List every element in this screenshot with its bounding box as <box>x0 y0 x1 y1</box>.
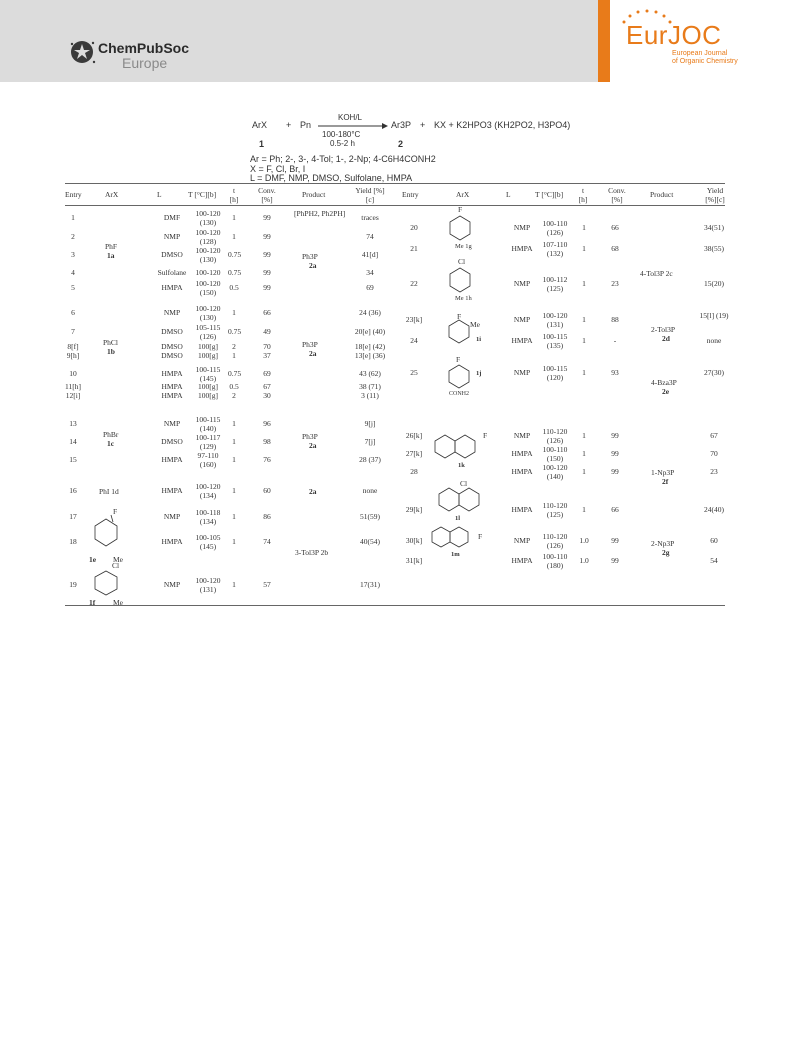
col-header-conv: Conv. [%] <box>258 186 276 204</box>
left-cell-L: DMSO <box>161 342 183 351</box>
left-cell-t: 0.75 <box>228 369 242 378</box>
col-header-arx-right: ArX <box>456 190 470 199</box>
right-cell-conv: 99 <box>611 467 619 476</box>
left-cell-yield: 34 <box>366 268 374 277</box>
left-cell-yield: 41[d] <box>361 250 379 259</box>
right-cell-t: 1 <box>582 336 586 345</box>
left-cell-t: 1 <box>232 512 236 521</box>
right-cell-entry: 25 <box>410 368 418 377</box>
product-2a: 2a <box>309 261 317 270</box>
right-cell-yield: 15[l] (19) <box>699 311 729 320</box>
product-2a-d: 2a <box>309 487 317 496</box>
product-2-np3p: 2-Np3P <box>651 539 675 548</box>
arx-phf: PhF <box>105 242 118 251</box>
right-cell-yield: 23 <box>710 467 718 476</box>
arx-1m-label: 1m <box>451 551 460 558</box>
right-cell-L: NMP <box>513 368 531 377</box>
scheme-label-2: 2 <box>398 139 404 149</box>
right-cell-T: 100-110 (180) <box>542 552 568 570</box>
product-ph3p-b: Ph3P <box>302 340 318 349</box>
left-cell-entry: 19 <box>69 580 77 589</box>
left-cell-entry: 16 <box>69 486 77 495</box>
arx-1i-me: Me <box>470 320 480 329</box>
left-cell-conv: 99 <box>263 213 271 222</box>
scheme-note-x: X = F, Cl, Br, I <box>250 164 306 174</box>
right-cell-conv: 68 <box>611 244 619 253</box>
arx-phbr-id: 1c <box>107 439 115 448</box>
left-cell-entry: 10 <box>69 369 77 378</box>
left-cell-L: HMPA <box>161 369 183 378</box>
right-cell-conv: 88 <box>611 315 619 324</box>
left-cell-T: 100-120 (134) <box>195 482 221 500</box>
journal-subtitle-1: European Journal <box>672 50 728 57</box>
col-header-conv-right: Conv. [%] <box>608 186 626 204</box>
left-cell-conv: 49 <box>263 327 271 336</box>
col-header-yield: Yield [%][c] <box>355 186 385 204</box>
left-cell-conv: 74 <box>263 537 271 546</box>
right-cell-entry: 24 <box>410 336 418 345</box>
left-cell-t: 0.75 <box>228 250 242 259</box>
right-cell-L: NMP <box>513 315 531 324</box>
product-4-bza3p: 4-Bza3P <box>651 378 677 387</box>
left-cell-yield: 24 (36) <box>359 308 381 317</box>
right-product-labels <box>65 205 725 605</box>
left-cell-T: 100-118 (134) <box>195 508 221 526</box>
left-cell-yield: 38 (71) <box>359 382 381 391</box>
right-cell-conv: 99 <box>611 449 619 458</box>
scheme-product: Ar3P <box>391 120 412 130</box>
col-header-time: t [h] <box>229 186 239 204</box>
table-bottom-rule <box>65 605 725 606</box>
right-cell-T: 110-120 (125) <box>542 501 568 519</box>
left-cell-entry: 3 <box>71 250 75 259</box>
left-cell-entry: 13 <box>69 419 77 428</box>
left-cell-t: 1 <box>232 308 236 317</box>
right-cell-yield: 27(30) <box>704 368 724 377</box>
left-cell-yield: 74 <box>366 232 374 241</box>
left-cell-entry: 7 <box>71 327 75 336</box>
left-cell-L: DMF <box>163 213 181 222</box>
left-cell-t: 1 <box>232 437 236 446</box>
product-2-tol3p: 2-Tol3P <box>651 325 676 334</box>
arx-phi: PhI 1d <box>99 487 119 496</box>
left-cell-conv: 76 <box>263 455 271 464</box>
arx-1l-cl: Cl <box>460 479 468 488</box>
arx-1h-label: Me 1h <box>455 295 472 302</box>
left-cell-T: 100-117 (129) <box>195 433 221 451</box>
left-cell-T: 100-115 (145) <box>195 365 221 383</box>
right-cell-entry: 28 <box>410 467 418 476</box>
left-cell-conv: 96 <box>263 419 271 428</box>
right-cell-t: 1 <box>582 449 586 458</box>
left-cell-L: HMPA <box>161 537 183 546</box>
left-cell-T: 100-120 (130) <box>195 304 221 322</box>
right-cell-conv: 99 <box>611 536 619 545</box>
left-cell-T: 100-120 <box>195 268 221 277</box>
scheme-reagent-temp: 100-180°C <box>322 130 361 139</box>
arx-1k-f: F <box>483 431 488 440</box>
arx-phf-id: 1a <box>107 251 115 260</box>
left-cell-conv: 69 <box>263 369 271 378</box>
right-cell-entry: 26[k] <box>405 431 423 440</box>
left-cell-entry: 8[f] <box>67 342 79 351</box>
left-cell-T: 100-120 (128) <box>195 228 221 246</box>
right-cell-entry: 20 <box>410 223 418 232</box>
left-cell-conv: 99 <box>263 283 271 292</box>
right-cell-t: 1 <box>582 467 586 476</box>
right-cell-T: 110-120 (126) <box>542 427 568 445</box>
left-cell-L: HMPA <box>161 382 183 391</box>
left-cell-T: 100[g] <box>198 391 218 400</box>
scheme-plus-2: + <box>420 120 426 130</box>
journal-name: EurJOC <box>626 20 722 50</box>
left-cell-yield: 17(31) <box>360 580 380 589</box>
left-cell-entry: 5 <box>71 283 75 292</box>
left-cell-L: NMP <box>163 580 181 589</box>
right-cell-conv: 23 <box>611 279 619 288</box>
left-cell-entry: 17 <box>69 512 77 521</box>
arx-phcl-id: 1b <box>107 347 115 356</box>
col-header-yield-right: Yield [%][c] <box>705 186 725 204</box>
scheme-reactant-arx: ArX <box>252 120 268 130</box>
scheme-reactant-pn: Pn <box>300 120 312 130</box>
left-cell-T: 100[g] <box>198 382 218 391</box>
product-1-line1: [PhPH2, Ph2PH] <box>294 209 346 218</box>
right-cell-T: 100-110 (126) <box>542 219 568 237</box>
product-3-tol3p: 3-Tol3P 2b <box>295 548 329 557</box>
product-2e: 2e <box>662 387 670 396</box>
left-cell-t: 0.75 <box>228 268 242 277</box>
right-cell-t: 1 <box>582 368 586 377</box>
arx-1i-f: F <box>457 312 462 321</box>
right-cell-conv: 99 <box>611 556 619 565</box>
right-cell-t: 1 <box>582 279 586 288</box>
right-cell-t: 1 <box>582 244 586 253</box>
left-cell-entry: 11[h] <box>65 382 81 391</box>
arx-1g-label: Me 1g <box>455 243 472 250</box>
left-cell-t: 1 <box>232 537 236 546</box>
left-cell-T: 100[g] <box>198 351 218 360</box>
left-cell-conv: 66 <box>263 308 271 317</box>
col-header-entry-right: Entry <box>402 190 419 199</box>
col-header-arx: ArX <box>105 190 119 199</box>
left-cell-T: 100-115 (140) <box>195 415 221 433</box>
left-cell-t: 0.5 <box>229 382 239 391</box>
arx-1e-f: F <box>113 507 118 516</box>
right-cell-entry: 29[k] <box>405 505 423 514</box>
scheme-label-1: 1 <box>259 139 265 149</box>
col-header-temp-right: T [°C][b] <box>535 190 564 199</box>
right-cell-L: NMP <box>513 223 531 232</box>
left-cell-conv: 99 <box>263 232 271 241</box>
right-cell-conv: 93 <box>611 368 619 377</box>
left-cell-entry: 6 <box>71 308 75 317</box>
left-cell-T: 100[g] <box>198 342 218 351</box>
col-header-temp: T [°C][b] <box>188 190 217 199</box>
right-cell-T: 100-120 (131) <box>542 311 568 329</box>
right-cell-yield: 54 <box>710 556 718 565</box>
product-4-tol3p: 4-Tol3P 2c <box>640 269 673 278</box>
arx-1f-id: 1f <box>89 598 96 607</box>
arx-1j-conh2: CONH2 <box>449 391 470 397</box>
right-cell-t: 1 <box>582 315 586 324</box>
col-header-ligand-right: L <box>506 190 511 199</box>
right-cell-entry: 30[k] <box>405 536 423 545</box>
scheme-note-ar: Ar = Ph; 2-, 3-, 4-Tol; 1-, 2-Np; 4-C6H4CONH2 <box>250 154 436 164</box>
right-cell-L: HMPA <box>511 467 533 476</box>
right-cell-L: NMP <box>513 431 531 440</box>
left-cell-T: 100-120 (130) <box>195 209 221 227</box>
table-header-row <box>65 184 725 206</box>
left-cell-t: 2 <box>232 391 236 400</box>
left-cell-yield: 51(59) <box>360 512 380 521</box>
left-cell-yield: 18[e] (42) <box>354 342 386 351</box>
right-cell-t: 1.0 <box>579 556 589 565</box>
left-cell-entry: 14 <box>69 437 77 446</box>
left-cell-T: 100-105 (145) <box>195 533 221 551</box>
arx-1j-label: 1j <box>476 370 482 377</box>
left-cell-t: 1 <box>232 486 236 495</box>
left-cell-conv: 60 <box>263 486 271 495</box>
left-cell-conv: 30 <box>263 391 271 400</box>
right-cell-T: 100-115 (135) <box>542 332 568 350</box>
left-cell-yield: traces <box>361 213 379 222</box>
right-cell-L: HMPA <box>511 556 533 565</box>
left-cell-yield: 20[e] (40) <box>354 327 386 336</box>
left-cell-entry: 15 <box>69 455 77 464</box>
right-cell-entry: 23[k] <box>405 315 423 324</box>
arx-1m-f: F <box>478 532 483 541</box>
left-cell-t: 0.75 <box>228 327 242 336</box>
left-cell-conv: 37 <box>263 351 271 360</box>
product-ph3p-c: Ph3P <box>302 432 318 441</box>
left-cell-entry: 4 <box>71 268 75 277</box>
arx-1f-cl: Cl <box>112 561 120 570</box>
right-cell-yield: 60 <box>710 536 718 545</box>
left-cell-t: 1 <box>232 580 236 589</box>
left-cell-L: Sulfolane <box>157 268 187 277</box>
right-cell-entry: 27[k] <box>405 449 423 458</box>
scheme-byproducts: KX + K2HPO3 (KH2PO2, H3PO4) <box>434 120 571 130</box>
right-cell-L: NMP <box>513 536 531 545</box>
left-cell-entry: 2 <box>71 232 75 241</box>
arx-1e-id: 1e <box>89 555 97 564</box>
product-1-np3p: 1-Np3P <box>651 468 675 477</box>
right-cell-L: HMPA <box>511 244 533 253</box>
left-cell-yield: 7[j] <box>364 437 376 446</box>
left-cell-L: HMPA <box>161 283 183 292</box>
right-cell-T: 107-110 (132) <box>542 240 568 258</box>
left-cell-conv: 86 <box>263 512 271 521</box>
arx-1k-label: 1k <box>458 462 465 469</box>
left-cell-yield: 43 (62) <box>359 369 381 378</box>
journal-subtitle-2: of Organic Chemistry <box>672 58 738 65</box>
col-header-ligand: L <box>157 190 162 199</box>
right-cell-yield: none <box>706 336 722 345</box>
left-cell-t: 1 <box>232 232 236 241</box>
right-cell-entry: 31[k] <box>405 556 423 565</box>
left-cell-T: 105-115 (126) <box>195 323 221 341</box>
right-cell-t: 1.0 <box>579 536 589 545</box>
left-cell-entry: 18 <box>69 537 77 546</box>
left-cell-yield: 13[e] (36) <box>354 351 386 360</box>
left-cell-t: 1 <box>232 419 236 428</box>
arx-1i-label: 1i <box>476 336 482 343</box>
arx-1g-f: F <box>458 205 463 214</box>
right-cell-conv: 66 <box>611 223 619 232</box>
right-cell-yield: 70 <box>710 449 718 458</box>
scheme-reagent-time: 0.5-2 h <box>330 139 355 148</box>
right-cell-entry: 22 <box>410 279 418 288</box>
left-cell-L: DMSO <box>161 351 183 360</box>
reaction-scheme <box>0 0 796 190</box>
scheme-note-l: L = DMF, NMP, DMSO, Sulfolane, HMPA <box>250 173 413 183</box>
right-cell-yield: 67 <box>710 431 718 440</box>
right-cell-L: HMPA <box>511 505 533 514</box>
right-cell-t: 1 <box>582 505 586 514</box>
arx-1f-me: Me <box>113 598 123 607</box>
right-cell-T: 100-120 (140) <box>542 463 568 481</box>
product-2a-b: 2a <box>309 349 317 358</box>
right-cell-conv: 99 <box>611 431 619 440</box>
right-cell-yield: 24(40) <box>704 505 724 514</box>
left-cell-T: 100-120 (130) <box>195 246 221 264</box>
arx-phcl: PhCl <box>103 338 119 347</box>
left-cell-t: 0.5 <box>229 283 239 292</box>
right-cell-conv: - <box>613 336 617 345</box>
left-cell-yield: 28 (37) <box>359 455 381 464</box>
product-2f: 2f <box>662 477 669 486</box>
left-cell-T: 97-110 (160) <box>197 451 219 469</box>
right-cell-L: NMP <box>513 279 531 288</box>
left-cell-yield: 40(54) <box>360 537 380 546</box>
left-cell-L: NMP <box>163 419 181 428</box>
col-header-product: Product <box>302 190 326 199</box>
col-header-entry: Entry <box>65 190 82 199</box>
left-cell-t: 2 <box>232 342 236 351</box>
right-cell-t: 1 <box>582 431 586 440</box>
left-cell-yield: none <box>362 486 378 495</box>
left-cell-L: HMPA <box>161 455 183 464</box>
left-cell-conv: 67 <box>263 382 271 391</box>
left-cell-L: HMPA <box>161 391 183 400</box>
left-cell-t: 1 <box>232 455 236 464</box>
left-cell-yield: 9[j] <box>364 419 376 428</box>
publisher-name: ChemPubSoc <box>98 40 190 56</box>
left-cell-conv: 98 <box>263 437 271 446</box>
left-cell-entry: 1 <box>71 213 75 222</box>
left-cell-t: 1 <box>232 213 236 222</box>
right-cell-L: HMPA <box>511 449 533 458</box>
left-cell-conv: 70 <box>263 342 271 351</box>
product-2g: 2g <box>662 548 670 557</box>
col-header-time-right: t [h] <box>578 186 588 204</box>
left-cell-entry: 9[h] <box>66 351 80 360</box>
col-header-product-right: Product <box>650 190 674 199</box>
right-cell-T: 100-110 (150) <box>542 445 568 463</box>
right-cell-T: 100-112 (125) <box>542 275 568 293</box>
left-cell-L: NMP <box>163 232 181 241</box>
right-cell-T: 100-115 (120) <box>542 364 568 382</box>
arx-1l-label: 1l <box>455 515 461 522</box>
left-cell-yield: 69 <box>366 283 374 292</box>
left-cell-entry: 12[i] <box>65 391 81 400</box>
right-cell-t: 1 <box>582 223 586 232</box>
left-cell-L: DMSO <box>161 327 183 336</box>
left-cell-L: HMPA <box>161 486 183 495</box>
arx-1e-me: Me <box>113 555 123 564</box>
left-cell-L: DMSO <box>161 250 183 259</box>
left-cell-L: NMP <box>163 512 181 521</box>
right-cell-conv: 66 <box>611 505 619 514</box>
left-cell-yield: 3 (11) <box>361 391 379 400</box>
left-cell-T: 100-120 (150) <box>195 279 221 297</box>
left-cell-conv: 99 <box>263 268 271 277</box>
left-cell-L: DMSO <box>161 437 183 446</box>
scheme-plus-1: + <box>286 120 292 130</box>
left-cell-conv: 99 <box>263 250 271 259</box>
product-2a-c: 2a <box>309 441 317 450</box>
left-cell-conv: 57 <box>263 580 271 589</box>
right-cell-L: HMPA <box>511 336 533 345</box>
right-cell-yield: 38(55) <box>704 244 724 253</box>
publisher-region: Europe <box>122 55 168 71</box>
reaction-arrow-icon <box>318 123 388 129</box>
left-cell-L: NMP <box>163 308 181 317</box>
arx-phbr: PhBr <box>103 430 119 439</box>
arx-1j-f: F <box>456 355 461 364</box>
right-cell-T: 110-120 (126) <box>542 532 568 550</box>
right-cell-yield: 34(51) <box>704 223 724 232</box>
product-ph3p: Ph3P <box>302 252 318 261</box>
left-cell-t: 1 <box>232 351 236 360</box>
right-cell-entry: 21 <box>410 244 418 253</box>
scheme-reagent-top: KOH/L <box>338 113 363 122</box>
product-2d: 2d <box>662 334 670 343</box>
arx-1h-cl: Cl <box>458 257 466 266</box>
left-cell-T: 100-120 (131) <box>195 576 221 594</box>
right-cell-yield: 15(20) <box>704 279 724 288</box>
